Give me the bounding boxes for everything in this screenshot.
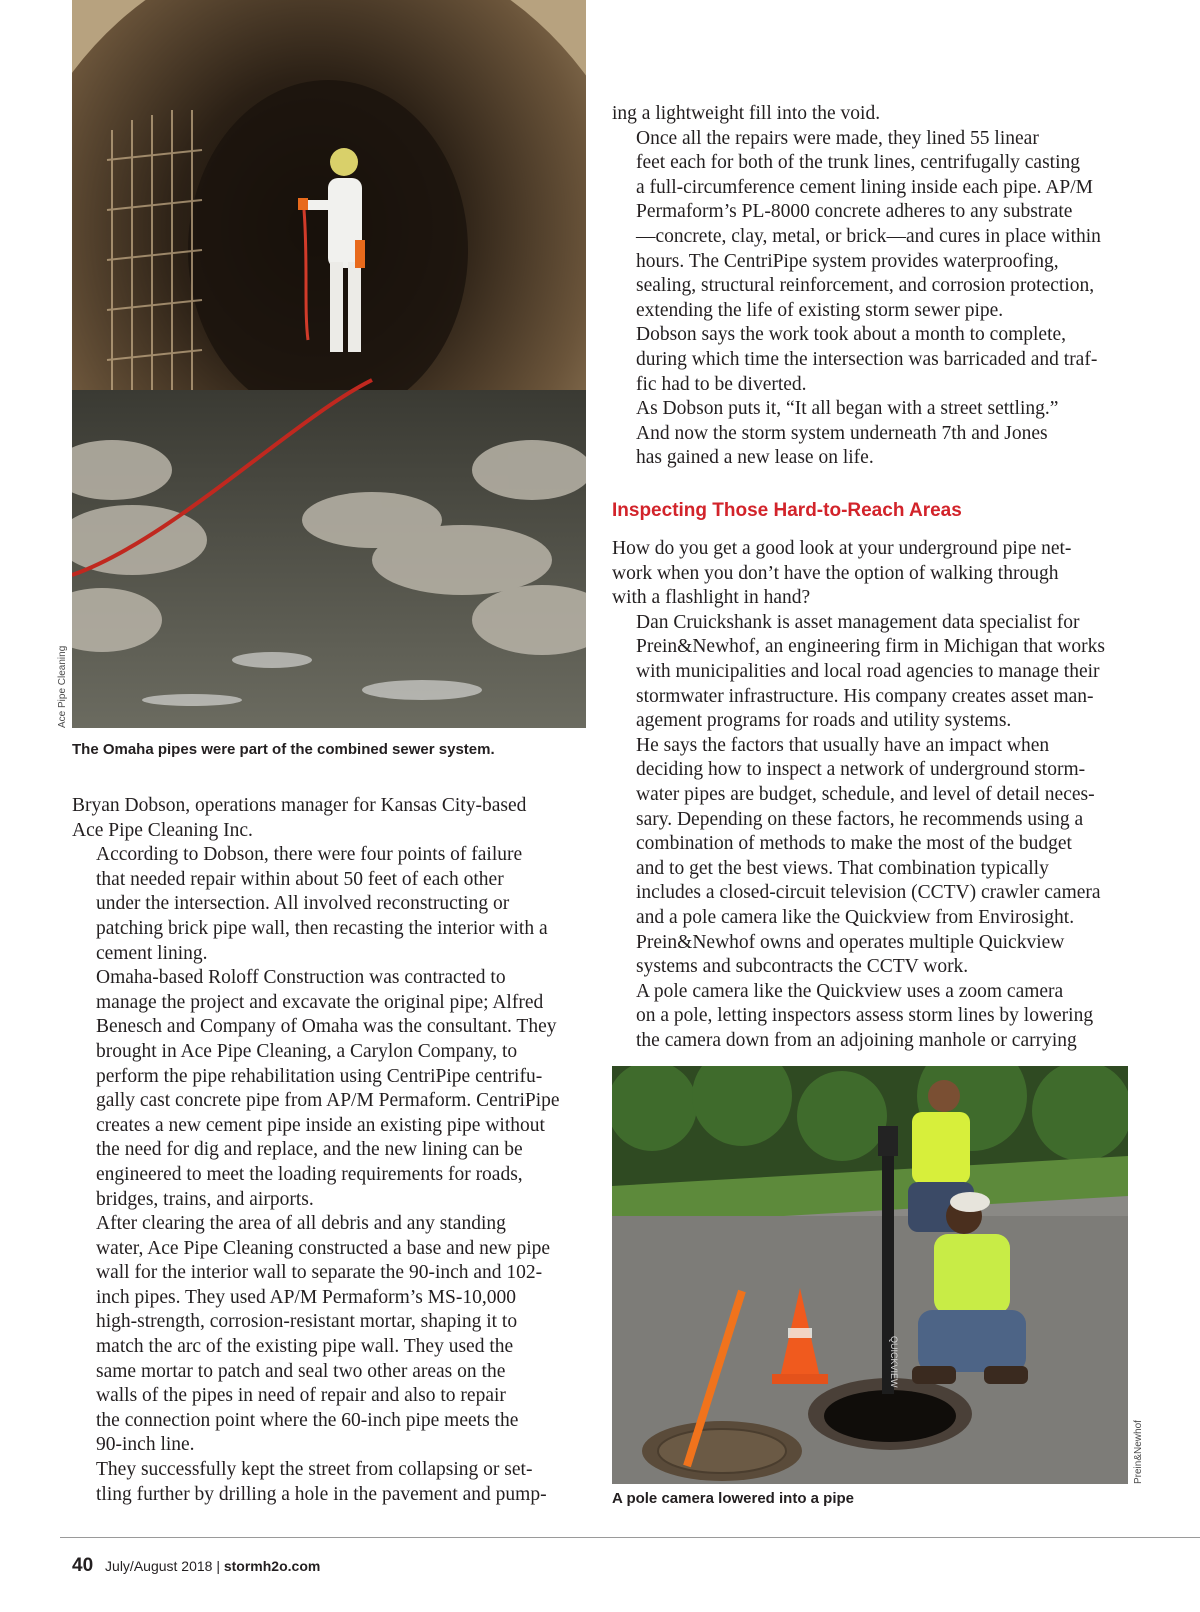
text-line: the need for dig and replace, and the new lining can be	[96, 1139, 523, 1161]
pole-label: QUICKVIEW	[889, 1336, 899, 1388]
paragraph	[72, 794, 592, 843]
paragraph	[612, 102, 1132, 127]
site-name: stormh2o.com	[223, 1558, 321, 1574]
text-line: Bryan Dobson, operations manager for Kansas City-based	[72, 795, 527, 816]
body-column-right-bottom	[612, 537, 1132, 1053]
paragraph	[612, 537, 1132, 611]
photo-credit: Prein&Newhof	[1133, 1420, 1144, 1484]
text-line: Once all the repairs were made, they lined 55 linear	[636, 127, 1039, 149]
text-line: the connection point where the 60-inch pipe meets the	[96, 1409, 519, 1431]
paragraph	[612, 734, 1132, 980]
text-line: After clearing the area of all debris and any standing	[96, 1213, 506, 1235]
footer-separator: |	[216, 1558, 220, 1574]
text-line: 90-inch line.	[96, 1434, 195, 1456]
text-line: fic had to be diverted.	[636, 373, 807, 395]
text-line: walls of the pipes in need of repair and also to repair	[96, 1385, 506, 1407]
text-line: and to get the best views. That combination typically	[636, 857, 1049, 879]
paragraph	[612, 397, 1132, 422]
paragraph	[72, 843, 592, 966]
text-line: systems and subcontracts the CCTV work.	[636, 956, 969, 978]
text-line: the camera down from an adjoining manhole or carrying	[636, 1029, 1077, 1051]
text-line: match the arc of the existing pipe wall. They used the	[96, 1336, 514, 1358]
text-line: Dobson says the work took about a month to complete,	[636, 324, 1067, 346]
text-line: According to Dobson, there were four points of failure	[96, 844, 523, 866]
text-line: How do you get a good look at your underground pipe net-	[612, 538, 1072, 559]
text-line: brought in Ace Pipe Cleaning, a Carylon Company, to	[96, 1040, 518, 1062]
text-line: ing a lightweight fill into the void.	[612, 103, 881, 124]
text-line: Permaform’s PL-8000 concrete adheres to any substrate	[636, 201, 1073, 223]
sewer-pipe-illustration	[72, 0, 586, 728]
photo-caption: A pole camera lowered into a pipe	[612, 1490, 855, 1507]
text-line: and a pole camera like the Quickview from Envirosight.	[636, 906, 1075, 928]
body-column-right-top	[612, 102, 1132, 471]
text-line: gally cast concrete pipe from AP/M Permaform. CentriPipe	[96, 1090, 560, 1112]
text-line: deciding how to inspect a network of underground storm-	[636, 759, 1086, 781]
text-line: water pipes are budget, schedule, and level of detail neces-	[636, 783, 1095, 805]
photo-caption: The Omaha pipes were part of the combined sewer system.	[72, 741, 495, 758]
text-line: perform the pipe rehabilitation using CentriPipe centrifu-	[96, 1065, 543, 1087]
text-line: that needed repair within about 50 feet of each other	[96, 868, 504, 890]
pole-camera-illustration	[612, 1066, 1128, 1484]
pole-camera-photo	[612, 1066, 1128, 1484]
text-line: Benesch and Company of Omaha was the consultant. They	[96, 1016, 557, 1038]
text-line: Omaha-based Roloff Construction was contracted to	[96, 967, 506, 989]
text-line: with municipalities and local road agencies to manage their	[636, 660, 1100, 682]
text-line: has gained a new lease on life.	[636, 447, 874, 469]
paragraph	[612, 422, 1132, 471]
footer-rule	[60, 1537, 1200, 1538]
paragraph	[72, 1458, 592, 1507]
text-line: Prein&Newhof, an engineering firm in Michigan that works	[636, 636, 1105, 658]
text-line: combination of methods to make the most of the budget	[636, 833, 1072, 855]
text-line: creates a new cement pipe inside an existing pipe without	[96, 1114, 545, 1136]
text-line: wall for the interior wall to separate the 90-inch and 102-	[96, 1262, 543, 1284]
page-footer	[72, 1555, 320, 1577]
text-line: He says the factors that usually have an impact when	[636, 734, 1050, 756]
text-line: tling further by drilling a hole in the pavement and pump-	[96, 1483, 547, 1505]
text-line: sary. Depending on these factors, he recommends using a	[636, 808, 1084, 830]
text-line: As Dobson puts it, “It all began with a street settling.”	[636, 398, 1059, 420]
text-line: during which time the intersection was barricaded and traf-	[636, 348, 1098, 370]
text-line: agement programs for roads and utility systems.	[636, 710, 1012, 732]
photo-credit: Ace Pipe Cleaning	[57, 645, 68, 728]
text-line: feet each for both of the trunk lines, centrifugally casting	[636, 152, 1081, 174]
section-heading: Inspecting Those Hard-to-Reach Areas	[612, 500, 962, 521]
text-line: on a pole, letting inspectors assess storm lines by lowering	[636, 1005, 1094, 1027]
text-line: cement lining.	[96, 942, 208, 964]
paragraph	[612, 611, 1132, 734]
sewer-pipe-photo	[72, 0, 586, 728]
text-line: Ace Pipe Cleaning Inc.	[72, 819, 253, 841]
text-line: hours. The CentriPipe system provides waterproofing,	[636, 250, 1059, 272]
text-line: with a flashlight in hand?	[612, 587, 811, 609]
text-line: water, Ace Pipe Cleaning constructed a base and new pipe	[96, 1237, 551, 1259]
text-line: —concrete, clay, metal, or brick—and cures in place within	[636, 225, 1101, 247]
text-line: sealing, structural reinforcement, and corrosion protection,	[636, 275, 1095, 297]
text-line: same mortar to patch and seal two other areas on the	[96, 1360, 506, 1382]
body-column-left	[72, 794, 592, 1507]
text-line: work when you don’t have the option of walking through	[612, 562, 1059, 584]
text-line: bridges, trains, and airports.	[96, 1188, 314, 1210]
paragraph	[72, 1212, 592, 1458]
text-line: engineered to meet the loading requirements for roads,	[96, 1163, 523, 1185]
text-line: They successfully kept the street from collapsing or set-	[96, 1459, 533, 1481]
text-line: patching brick pipe wall, then recasting the interior with a	[96, 917, 548, 939]
paragraph	[612, 323, 1132, 397]
manhole-cover	[642, 1421, 802, 1481]
text-line: Prein&Newhof owns and operates multiple Quickview	[636, 931, 1065, 953]
text-line: manage the project and excavate the original pipe; Alfred	[96, 991, 544, 1013]
text-line: includes a closed-circuit television (CCTV) crawler camera	[636, 882, 1101, 904]
text-line: And now the storm system underneath 7th and Jones	[636, 422, 1048, 444]
issue-date: July/August 2018	[105, 1558, 213, 1574]
paragraph	[612, 127, 1132, 324]
text-line: under the intersection. All involved reconstructing or	[96, 893, 510, 915]
text-line: extending the life of existing storm sewer pipe.	[636, 299, 1004, 321]
paragraph	[612, 980, 1132, 1054]
text-line: Dan Cruickshank is asset management data specialist for	[636, 611, 1080, 633]
page-number: 40	[72, 1555, 94, 1576]
text-line: A pole camera like the Quickview uses a zoom camera	[636, 980, 1064, 1002]
text-line: high-strength, corrosion-resistant mortar, shaping it to	[96, 1311, 518, 1333]
text-line: inch pipes. They used AP/M Permaform’s MS-10,000	[96, 1286, 516, 1308]
paragraph	[72, 966, 592, 1212]
text-line: a full-circumference cement lining inside each pipe. AP/M	[636, 176, 1094, 198]
text-line: stormwater infrastructure. His company creates asset man-	[636, 685, 1094, 707]
